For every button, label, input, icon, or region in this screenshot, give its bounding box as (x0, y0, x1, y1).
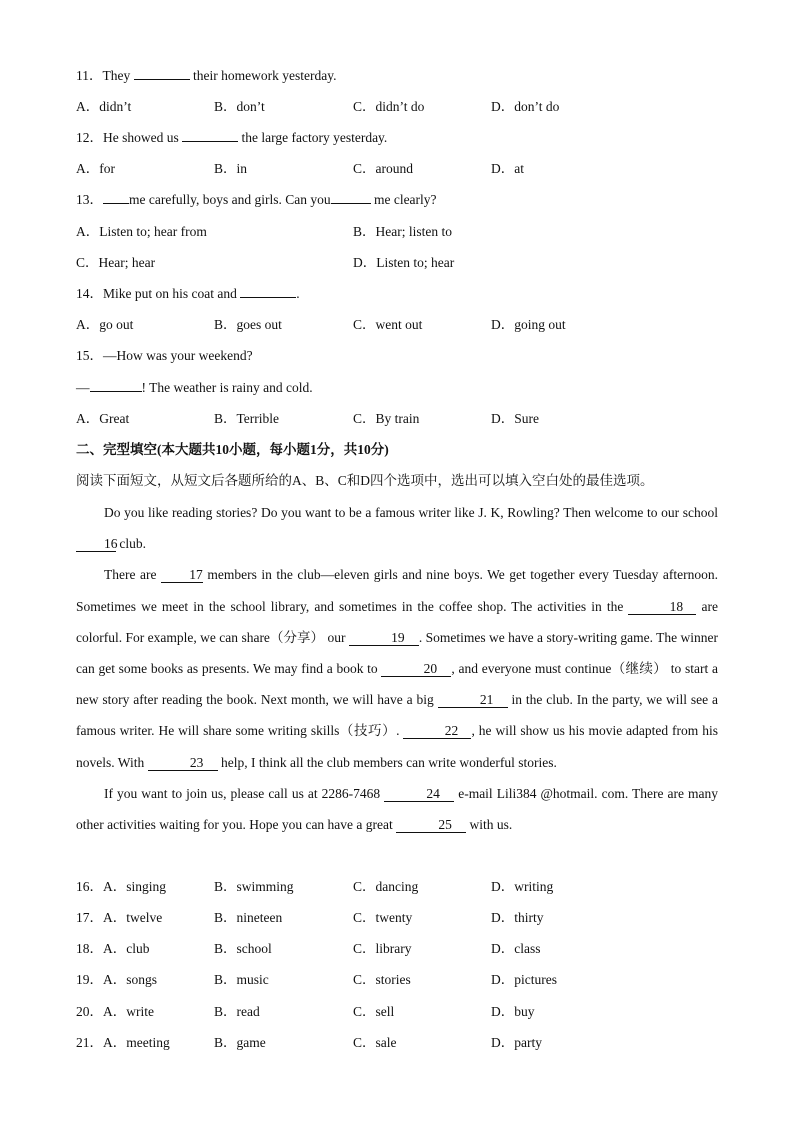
blank-19: 19 (349, 630, 419, 646)
option-b: B．Hear; listen to (353, 224, 452, 239)
option-c: C．didn’t do (353, 99, 425, 114)
option-d: D．party (491, 1035, 542, 1050)
question-text: — (76, 380, 90, 395)
blank-21: 21 (438, 692, 508, 708)
question-13 (76, 192, 437, 208)
option-c: C．twenty (353, 910, 413, 925)
blank-25: 25 (396, 817, 466, 833)
option-a: A．Listen to; hear from (76, 224, 207, 239)
blank-17: 17 (161, 567, 203, 583)
option-a: A．twelve (103, 910, 163, 925)
answer-blank (331, 203, 371, 204)
question-11 (76, 68, 336, 84)
passage-text: members in the club—eleven girls and nine boys. We get together every Tuesday afternoon. Sometimes we meet in the school library, and sometimes in the coffee shop. The activities in the (76, 567, 718, 614)
section-instruction: 阅读下面短文，从短文后各题所给的A、B、C和D四个选项中，选出可以填入空白处的最佳选项。 (76, 473, 654, 488)
blank-18: 18 (628, 599, 696, 615)
option-a: A．singing (103, 879, 167, 894)
answer-blank (182, 141, 238, 142)
option-a: A．songs (103, 972, 158, 987)
choice-number: 17． (76, 910, 103, 925)
option-d: D．thirty (491, 910, 544, 925)
passage-text: Do you like reading stories? Do you want to be a famous writer like J. K, Rowling? Then welcome to our school (104, 505, 718, 520)
option-a: A．club (103, 941, 150, 956)
question-14 (76, 286, 300, 302)
option-a: A．write (103, 1004, 154, 1019)
option-c: C．went out (353, 317, 423, 332)
option-b: B．goes out (214, 317, 282, 332)
question-text: 11．They (76, 68, 134, 83)
option-c: C．By train (353, 411, 420, 426)
passage-paragraph-2 (76, 559, 718, 777)
choice-number: 21． (76, 1035, 103, 1050)
passage-text: . Sometimes we have a story-writing game. The winner can get some books as presents. We may find a book to (76, 629, 718, 677)
choice-number: 16． (76, 879, 103, 894)
choice-row-21 (76, 1035, 170, 1051)
option-d: D．writing (491, 879, 554, 894)
option-b: B．school (214, 941, 272, 956)
passage-text: with us. (466, 817, 513, 833)
option-d: D．at (491, 161, 524, 176)
choice-row-18 (76, 941, 150, 957)
choice-number: 20． (76, 1004, 103, 1019)
question-15-reply (76, 380, 313, 396)
option-d: D．Listen to; hear (353, 255, 455, 270)
option-c: C．dancing (353, 879, 419, 894)
answer-blank (240, 297, 296, 298)
option-d: D．Sure (491, 411, 539, 426)
blank-20: 20 (381, 661, 451, 677)
answer-blank (134, 79, 190, 80)
option-d: D．class (491, 941, 541, 956)
option-b: B．Terrible (214, 411, 280, 426)
option-b: B．game (214, 1035, 266, 1050)
option-b: B．swimming (214, 879, 294, 894)
choice-row-16 (76, 879, 166, 895)
passage-paragraph-3 (76, 778, 718, 840)
passage-text: help, I think all the club members can write wonderful stories. (217, 754, 557, 770)
passage-text: If you want to join us, please call us at 2286-7468 (104, 785, 385, 801)
question-text: me clearly? (370, 192, 437, 207)
section-title: 二、完型填空(本大题共10小题，每小题1分，共10分) (76, 442, 389, 457)
choice-row-17 (76, 910, 162, 926)
blank-24: 24 (384, 786, 454, 802)
option-d: D．buy (491, 1004, 535, 1019)
option-b: B．nineteen (214, 910, 283, 925)
option-b: B．music (214, 972, 269, 987)
passage-text: club. (116, 536, 146, 552)
question-text: 12．He showed us (76, 130, 183, 145)
question-text: ! The weather is rainy and cold. (141, 380, 313, 395)
passage-text: are colorful. For example, we can share（分享） our (76, 598, 718, 645)
question-text: . (296, 286, 300, 301)
answer-blank (90, 391, 142, 392)
choice-number: 19． (76, 972, 103, 987)
choice-row-19 (76, 972, 157, 988)
option-a: A．for (76, 161, 115, 176)
question-text: the large factory yesterday. (238, 130, 388, 145)
question-text: 14．Mike put on his coat and (76, 286, 241, 301)
option-d: D．pictures (491, 972, 557, 987)
passage-text: , and everyone must continue（继续） to start a new story after reading the book. Next month, we will have a big (76, 661, 718, 708)
blank-22: 22 (403, 723, 471, 739)
option-c: C．Hear; hear (76, 255, 156, 270)
passage-text: in the club. In the party, we will see a famous writer. He will share some writing skills（技巧）. (76, 692, 719, 739)
question-text: me carefully, boys and girls. Can you (129, 192, 331, 207)
option-c: C．sell (353, 1004, 395, 1019)
option-b: B．in (214, 161, 248, 176)
choice-row-20 (76, 1004, 154, 1020)
option-a: A．didn’t (76, 99, 132, 114)
blank-16: 16 (76, 536, 116, 552)
option-b: B．read (214, 1004, 260, 1019)
passage-text: e-mail Lili384 @hotmail. com. There are many other activities waiting for you. Hope you can have a great (76, 785, 718, 833)
passage-text: , he will show us his movie adapted from his novels. With (76, 723, 718, 770)
choice-number: 18． (76, 941, 103, 956)
option-d: D．don’t do (491, 99, 560, 114)
passage-text: There are (104, 567, 161, 583)
option-c: C．sale (353, 1035, 397, 1050)
option-c: C．library (353, 941, 412, 956)
cloze-passage (76, 497, 718, 840)
option-b: B．don’t (214, 99, 265, 114)
answer-blank (103, 203, 129, 204)
blank-23: 23 (148, 755, 218, 771)
option-d: D．going out (491, 317, 566, 332)
question-text: their homework yesterday. (189, 68, 337, 83)
option-c: C．stories (353, 972, 411, 987)
question-text: 13． (76, 192, 103, 207)
option-a: A．go out (76, 317, 134, 332)
question-15: 15．—How was your weekend? (76, 348, 253, 363)
option-a: A．meeting (103, 1035, 170, 1050)
option-c: C．around (353, 161, 413, 176)
question-12 (76, 130, 387, 146)
option-a: A．Great (76, 411, 130, 426)
passage-paragraph-1 (76, 497, 718, 559)
